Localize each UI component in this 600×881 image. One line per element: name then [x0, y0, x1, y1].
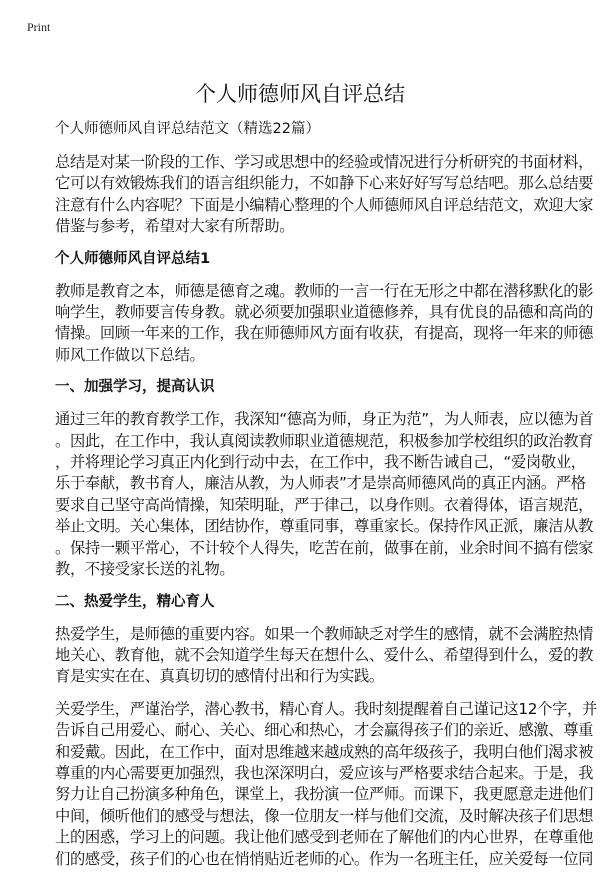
section-heading: 二、热爱学生，精心育人 [55, 593, 215, 610]
text-line: ，并将理论学习真正内化到行动中去，在工作中，我不断告诫自己，“爱岗敬业， [55, 453, 586, 472]
text-line: 通过三年的教育教学工作，我深知“德高为师，身正为范”，为人师表，应以德为首 [55, 410, 594, 429]
text-line: 响学生，教师要言传身教。就必须要加强职业道德修养，具有优良的品德和高尚的 [55, 303, 594, 322]
text-line: 。因此，在工作中，我认真阅读教师职业道德规范，积极参加学校组织的政治教育 [55, 431, 594, 450]
text-line: 举止文明。关心集体，团结协作，尊重同事，尊重家长。保持作风正派，廉洁从教 [55, 517, 594, 536]
text-line: 。保持一颗平常心，不计较个人得失，吃苦在前，做事在前，业余时间不搞有偿家 [55, 538, 594, 557]
text-line: 和爱戴。因此，在工作中，面对思维越来越成熟的高年级孩子，我明白他们渴求被 [55, 742, 594, 761]
paragraph [55, 409, 594, 580]
document-subtitle: 个人师德师风自评总结范文（精选22篇） [55, 121, 320, 137]
text-line: 告诉自己用爱心、耐心、关心、细心和热心，才会赢得孩子们的亲近、感激、尊重 [55, 721, 594, 740]
text-line: 地关心、教育他，就不会知道学生每天在想什么、爱什么、希望得到什么，爱的教 [55, 645, 594, 664]
text-line: 要求自己坚守高尚情操，知荣明耻，严于律己，以身作则。衣着得体，语言规范， [55, 495, 594, 514]
text-line: 总结是对某一阶段的工作、学习或思想中的经验或情况进行分析研究的书面材料， [55, 153, 594, 171]
text-line: 热爱学生，是师德的重要内容。如果一个教师缺乏对学生的感情，就不会满腔热情 [55, 624, 594, 643]
intro-paragraph [55, 152, 594, 238]
text-line: 们的感受，孩子们的心也在悄悄贴近老师的心。作为一名班主任，应关爱每一位同 [55, 849, 594, 868]
section-heading: 一、加强学习，提高认识 [55, 379, 215, 396]
text-line: 中间，倾听他们的感受与想法，像一位朋友一样与他们交流，及时解决孩子们思想 [55, 806, 594, 825]
text-line: 教师是教育之本，师德是德育之魂。教师的一言一行在无形之中都在潜移默化的影 [55, 281, 594, 300]
paragraph [55, 699, 597, 870]
page-title: 个人师德师风自评总结 [195, 82, 405, 106]
section-title: 个人师德师风自评总结1 [55, 250, 211, 267]
text-line: 情操。回顾一年来的工作，我在师德师风方面有收获，有提高，现将一年来的师德 [55, 324, 594, 343]
print-link[interactable]: Print [27, 20, 51, 34]
paragraph [55, 624, 594, 688]
text-line: 上的困惑，学习上的问题。我让他们感受到老师在了解他们的内心世界，在尊重他 [55, 828, 594, 847]
text-line: 借鉴与参考，希望对大家有所帮助。 [55, 217, 295, 236]
text-line: 关爱学生，严谨治学，潜心教书，精心育人。我时刻提醒着自己谨记这12个字，并 [55, 699, 597, 718]
paragraph [55, 281, 594, 367]
text-line: 努力让自己扮演多种角色，课堂上，我扮演一位严师。而课下，我更愿意走进他们 [55, 785, 594, 804]
text-line: 教，不接受家长送的礼物。 [55, 560, 235, 579]
text-line: 师风工作做以下总结。 [55, 345, 205, 364]
text-line: 育是实实在在、真真切切的感情付出和行为实践。 [55, 667, 384, 686]
document-body [55, 119, 597, 881]
text-line: 乐于奉献，教书育人，廉洁从教，为人师表”才是崇高师德风尚的真正内涵。严格 [55, 474, 586, 493]
text-line: 注意有什么内容呢？下面是小编精心整理的个人师德师风自评总结范文，欢迎大家 [55, 195, 594, 214]
text-line: 它可以有效锻炼我们的语言组织能力，不如静下心来好好写写总结吧。那么总结要 [55, 174, 594, 193]
text-line: 尊重的内心需要更加强烈，我也深深明白，爱应该与严格要求结合起来。于是，我 [55, 763, 594, 782]
